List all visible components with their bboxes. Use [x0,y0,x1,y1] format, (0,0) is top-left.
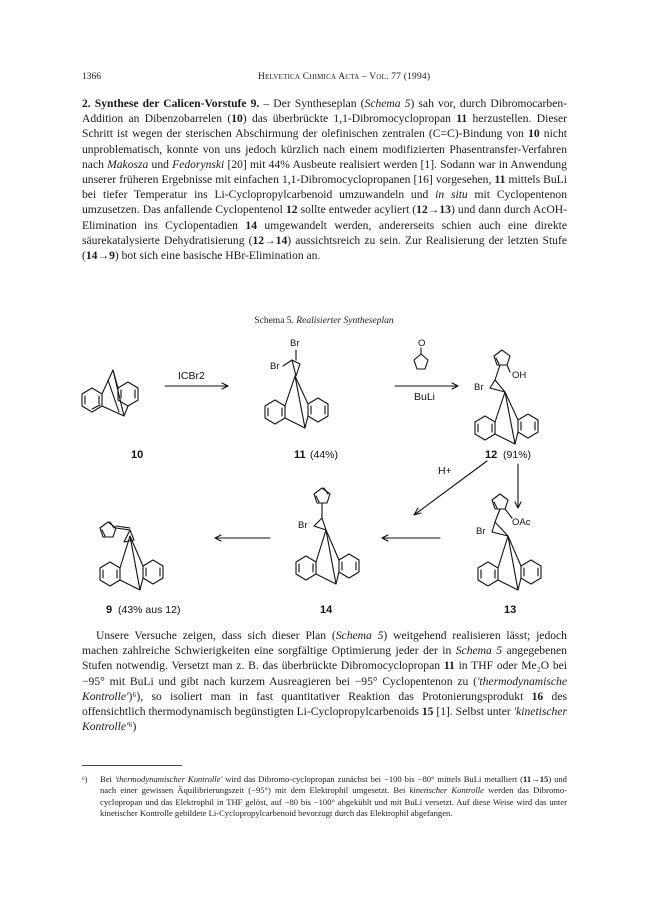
italic-text: in situ [435,188,468,202]
paragraph-body [82,629,567,733]
bold-ref: 12→13 [416,203,451,217]
section-heading: 2. Synthese der Calicen-Vorstufe 9. [82,97,260,110]
reagent-oxygen: O [418,338,426,349]
italic-text: Makosza [107,157,149,171]
italic-text: 'thermodynamischer Kontrolle' [114,774,223,784]
text-run: angegebenen Stufen notwendig. Versetzt man z. B. das überbrückte Dibromocyclopropan [82,644,567,673]
atom-oac-13: OAc [512,517,531,528]
footnote-mark: ⁶) [82,775,88,784]
bold-ref: 10 [231,112,243,126]
bold-ref: 15 [421,705,434,719]
scheme-caption [0,316,648,326]
italic-text: Fedorynski [172,157,225,171]
bold-ref: 12→14 [252,233,288,247]
scheme-caption-title: Realisierter Syntheseplan [296,316,394,326]
compound-10-label: 10 [131,449,144,461]
bold-ref: 14 [245,218,257,232]
paragraph-body [82,97,567,262]
text-run: ) aussichtsreich zu sein. Zur Realisierung der letzten Stufe ( [82,233,567,263]
bold-ref: 11→15 [523,774,549,784]
italic-text: 'thermodynamische Kontrolle' [82,674,567,703]
footnote [82,774,567,819]
text-run: mittels BuLi bei tiefer Temperatur ins Li-Cyclopropylcarbenoid umzuwandeln und [82,173,567,202]
text-run: sollte entweder acyliert ( [297,203,417,217]
text-run: des offensichtlich thermodynamisch begünstigten Li-Cyclopropylcarbenoids [82,689,567,719]
text-run: Unsere Versuche zeigen, dass sich dieser Plan ( [96,629,336,642]
bold-ref: 11 [456,112,468,126]
arrow-13-14 [382,535,440,541]
text-run: wird das Dibromo-cyclopropan zunächst bei −100 bis −80° mittels BuLi metalliert ( [222,774,523,784]
bold-ref: 11 [443,659,455,673]
text-run: ) weitgehend realisieren lässt; jedoch machen zahlreiche Schwierigkeiten eine sorgfältige Optimierung jeder der in [82,629,567,658]
compound-9-label: 9 [106,604,113,616]
text-run: und [148,157,173,171]
cyclopentenone-icon [414,348,428,369]
structure-12 [475,350,538,444]
text-run: herzustellen. Dieser Schritt ist wegen der sterischen Abschirmung der olefinischen zentralen (C=C)-Bindung von [82,112,567,141]
bold-ref: 16 [531,689,544,703]
italic-text: kinetischer Kontrolle [409,785,484,796]
text-run: ) und nach einer gewissen Äquilibrierungszeit (−95°) mit dem Elektrophil umgesetzt. Bei [100,774,567,796]
text-run: )⁶), so isoliert man in fast quantitativer Reaktion das Protonierungsprodukt [128,689,532,703]
atom-br-14: Br [298,520,308,531]
compound-11-label: 11 [294,449,306,461]
text-run: ) sah vor, durch Dibromocarben-Addition an Dibenzobarrelen ( [82,97,568,126]
reagent-buli: BuLi [414,391,436,403]
compound-9-yield: (43% aus 12) [118,604,181,616]
arrow-14-9 [215,535,270,541]
footnote-body [82,774,567,819]
compound-12-label: 12 [485,449,498,461]
atom-br-13: Br [476,526,486,537]
text-run: ⁶) [128,720,137,734]
bold-ref: 12 [285,203,298,217]
structure-14 [296,488,359,584]
reagent-acid: H+ [438,465,452,477]
atom-oh-12: OH [512,370,527,381]
structure-10 [82,370,138,416]
text-run: [1]. Selbst unter [433,705,514,719]
running-header: Helvetica Chimica Acta – Vol. 77 (1994) [258,72,431,82]
bold-ref: 11 [494,173,506,187]
text-run: Bei [100,774,115,784]
text-run: umgewandelt werden, andererseits schien auch eine direkte säurekatalysierte Dehydratisierung ( [82,218,567,247]
text-run: werden das Dibromo-cyclopropan und das Elektrophil in THF gelöst, auf −80 bis −100° abgekühlt und mit BuLi versetzt. Auf diese Weise wird das unter kinetischer Kontrolle gebildete Li-Cyclopropylcarbenoid bevorzugt durch das Elektrophil abgefangen. [100,785,568,818]
paragraph-synthesis [82,96,567,263]
compound-14-label: 14 [320,604,333,616]
compound-12-yield: (91%) [503,449,532,461]
reagent-icbr2: ICBr2 [178,370,205,382]
text-run: ) und dann durch AcOH-Elimination ins Cyclopentadien [82,203,567,232]
text-run: ) bot sich eine basische HBr-Elimination an. [114,249,321,263]
atom-br-11b: Br [270,361,280,372]
italic-text: Schema 5 [455,644,503,658]
italic-text: Schema 5 [335,629,384,642]
italic-text: 'kinetischer Kontrolle' [82,705,567,734]
text-run: – Der Syntheseplan ( [259,97,365,110]
page-number: 1366 [82,72,101,82]
reaction-scheme [0,330,648,620]
text-run: [20] mit 44% Ausbeute realisiert werden [1]. Sodann war in Anwendung unserer früheren Ergebnisse mit einfachen 1,1-Dibromocyclopropanen [16] vorgesehen, [82,157,567,187]
arrow-12-13 [515,464,521,508]
structure-9 [100,522,163,590]
text-run: in THF oder Me₂O bei −95° mit BuLi und gibt nach kurzem Ausreagieren bei −95° Cyclopentenon zu ( [82,659,568,688]
compound-11-yield: (44%) [310,449,339,461]
structure-13 [478,494,541,590]
compound-13-label: 13 [504,604,517,616]
paragraph-results [82,628,567,734]
text-run: ) das überbrückte 1,1-Dibromocyclopropan [242,112,457,126]
text-run: nicht unproblematisch, konnte von uns jedoch kürzlich nach einem modifizierten Phasentransfer-Verfahren nach [82,127,567,171]
footnote-separator [82,765,182,766]
italic-text: Schema 5 [364,97,411,110]
arrow-11-12 [395,383,458,389]
bold-ref: 10 [528,127,540,141]
atom-br-12: Br [474,382,484,393]
scheme-caption-prefix: Schema 5. [254,316,294,326]
text-run: mit Cyclopentenon umzusetzen. Das anfallende Cyclopentenol [82,188,568,217]
bold-ref: 14→9 [85,249,115,263]
atom-br-11a: Br [290,338,300,349]
arrow-10-11 [165,383,228,389]
